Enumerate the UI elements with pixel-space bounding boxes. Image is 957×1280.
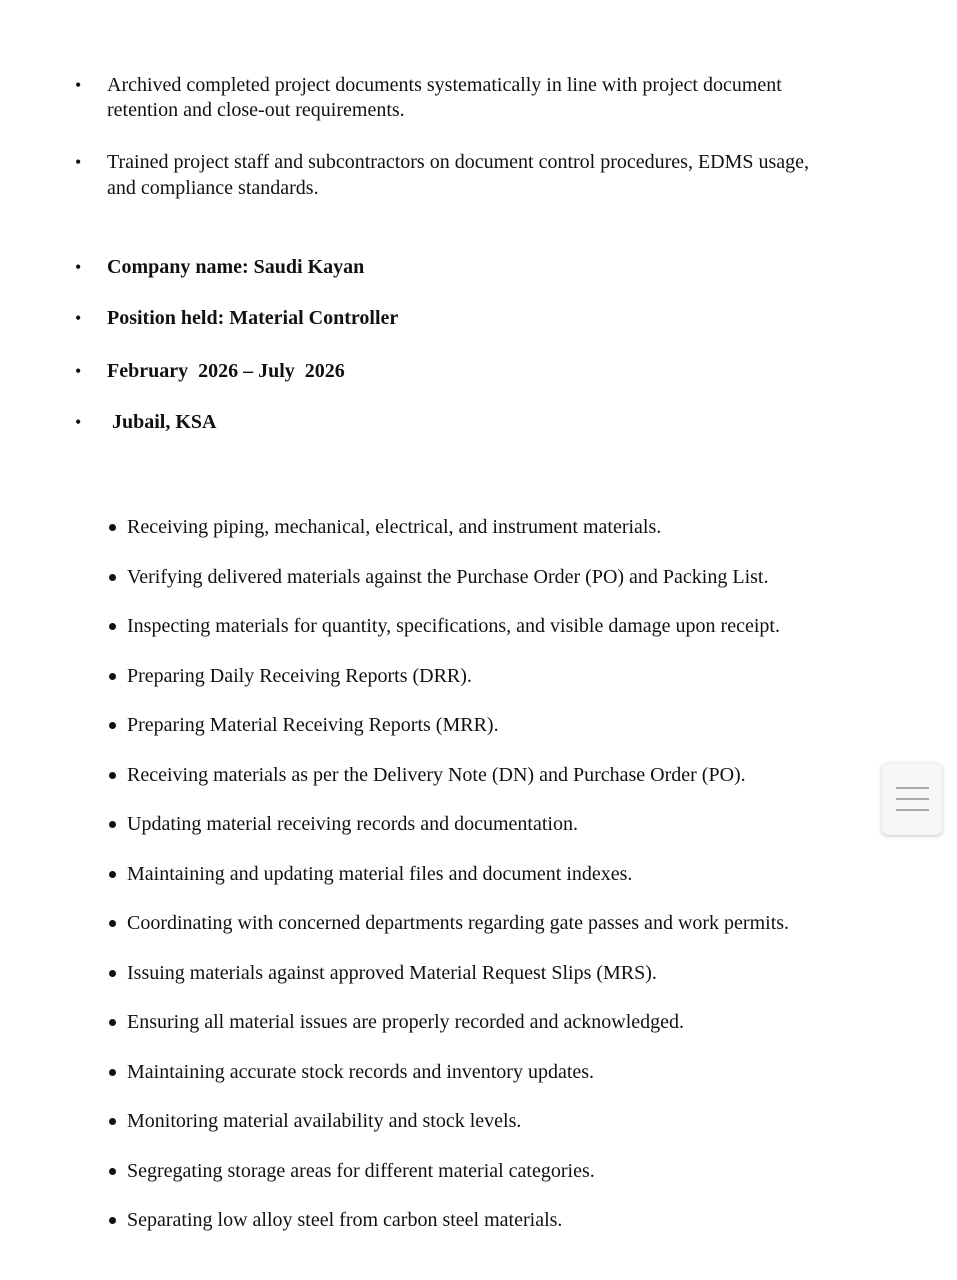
list-bullet-dot [109,1217,116,1224]
bullet-marker: • [75,75,82,95]
employment-dates: February 2026 – July 2026 [107,360,345,382]
list-item: Issuing materials against approved Material Request Slips (MRS). [127,962,657,984]
list-item: Segregating storage areas for different material categories. [127,1160,595,1182]
list-item: Coordinating with concerned departments regarding gate passes and work permits. [127,912,790,934]
list-bullet-dot [109,871,116,878]
list-bullet-dot [109,673,116,680]
job-location: Jubail, KSA [107,411,217,433]
bullet-marker: • [75,308,82,328]
bullet-marker: • [75,257,82,277]
list-item: Inspecting materials for quantity, specifications, and visible damage upon receipt. [127,615,780,637]
bullet-marker: • [75,361,82,381]
list-item: Monitoring material availability and stock levels. [127,1110,522,1132]
list-item: Verifying delivered materials against the Purchase Order (PO) and Packing List. [127,566,769,588]
list-bullet-dot [109,1118,116,1125]
list-bullet-dot [109,623,116,630]
list-bullet-dot [109,524,116,531]
list-bullet-dot [109,1168,116,1175]
list-bullet-dot [109,920,116,927]
menu-button[interactable] [882,763,942,835]
list-bullet-dot [109,970,116,977]
list-item: Maintaining and updating material files and document indexes. [127,863,633,885]
bullet-text-line: retention and close-out requirements. [107,99,405,121]
list-bullet-dot [109,772,116,779]
list-bullet-dot [109,722,116,729]
list-bullet-dot [109,1019,116,1026]
bullet-text-line: Archived completed project documents systematically in line with project document [107,74,782,96]
position-held: Position held: Material Controller [107,307,399,329]
list-item: Preparing Material Receiving Reports (MRR). [127,714,499,736]
list-item: Ensuring all material issues are properly recorded and acknowledged. [127,1011,685,1033]
bullet-text-line: and compliance standards. [107,177,319,199]
bullet-text-line: Trained project staff and subcontractors on document control procedures, EDMS usage, [107,151,810,173]
list-item: Maintaining accurate stock records and inventory updates. [127,1061,595,1083]
list-item: Preparing Daily Receiving Reports (DRR). [127,665,472,687]
list-item: Receiving piping, mechanical, electrical, and instrument materials. [127,516,662,538]
list-item: Separating low alloy steel from carbon steel materials. [127,1209,563,1231]
list-bullet-dot [109,1069,116,1076]
bullet-marker: • [75,152,82,172]
list-bullet-dot [109,821,116,828]
company-name: Company name: Saudi Kayan [107,256,365,278]
list-item: Receiving materials as per the Delivery Note (DN) and Purchase Order (PO). [127,764,746,786]
bullet-marker: • [75,412,82,432]
list-item: Updating material receiving records and documentation. [127,813,578,835]
list-bullet-dot [109,574,116,581]
